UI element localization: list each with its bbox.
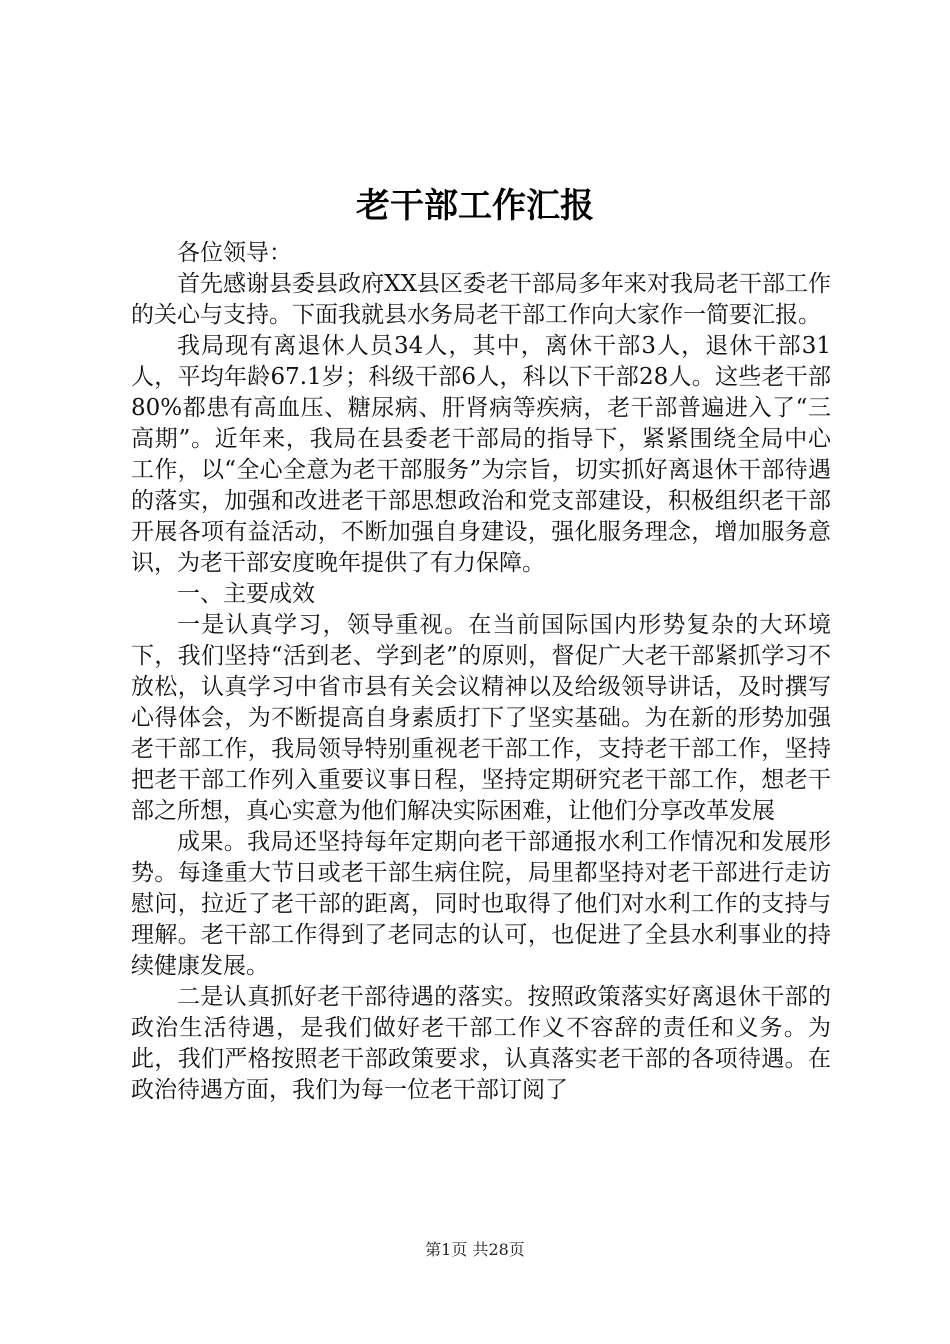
paragraph-point-one-continued: 成果。我局还坚持每年定期向老干部通报水利工作情况和发展形势。每逢重大节日或老干部生病住院，局里都坚持对老干部进行走访慰问，拉近了老干部的距离，同时也取得了他们对水利工作的支持与理解。老干部工作得到了老同志的认可，也促进了全县水利事业的持续健康发展。: [131, 829, 831, 979]
paragraph-point-one: 一是认真学习，领导重视。在当前国际国内形势复杂的大环境下，我们坚持“活到老、学到老”的原则，督促广大老干部紧抓学习不放松，认真学习中省市县有关会议精神以及给级领导讲话，及时撰写心得体会，为不断提高自身素质打下了坚实基础。为在新的形势加强老干部工作，我局领导特别重视老干部工作，支持老干部工作，坚持把老干部工作列入重要议事日程，坚持定期研究老干部工作，想老干部之所想，真心实意为他们解决实际困难，让他们分享改革发展: [131, 612, 831, 824]
page-number-footer: 第1页 共28页: [425, 1240, 525, 1259]
paragraph-intro: 首先感谢县委县政府XX县区委老干部局多年来对我局老干部工作的关心与支持。下面我就县水务局老干部工作向大家作一简要汇报。: [131, 271, 831, 328]
document-title: 老干部工作汇报: [356, 186, 594, 226]
document-body: [131, 238, 831, 1106]
section-heading: 一、主要成效: [177, 581, 315, 607]
paragraph-point-two: 二是认真抓好老干部待遇的落实。按照政策落实好离退休干部的政治生活待遇，是我们做好老干部工作义不容辞的责任和义务。为此，我们严格按照老干部政策要求，认真落实老干部的各项待遇。在政治待遇方面，我们为每一位老干部订阅了: [131, 984, 831, 1103]
paragraph-salutation: 各位领导：: [177, 240, 292, 266]
paragraph-overview: 我局现有离退休人员34人，其中，离休干部3人，退休干部31人，平均年龄67.1岁；科级干部6人，科以下干部28人。这些老干部80%都患有高血压、糖尿病、肝肾病等疾病，老干部普遍进入了“三高期”。近年来，我局在县委老干部局的指导下，紧紧围绕全局中心工作，以“全心全意为老干部服务”为宗旨，切实抓好离退休干部待遇的落实，加强和改进老干部思想政治和党支部建设，积极组织老干部开展各项有益活动，不断加强自身建设，强化服务理念，增加服务意识，为老干部安度晚年提供了有力保障。: [131, 333, 831, 576]
